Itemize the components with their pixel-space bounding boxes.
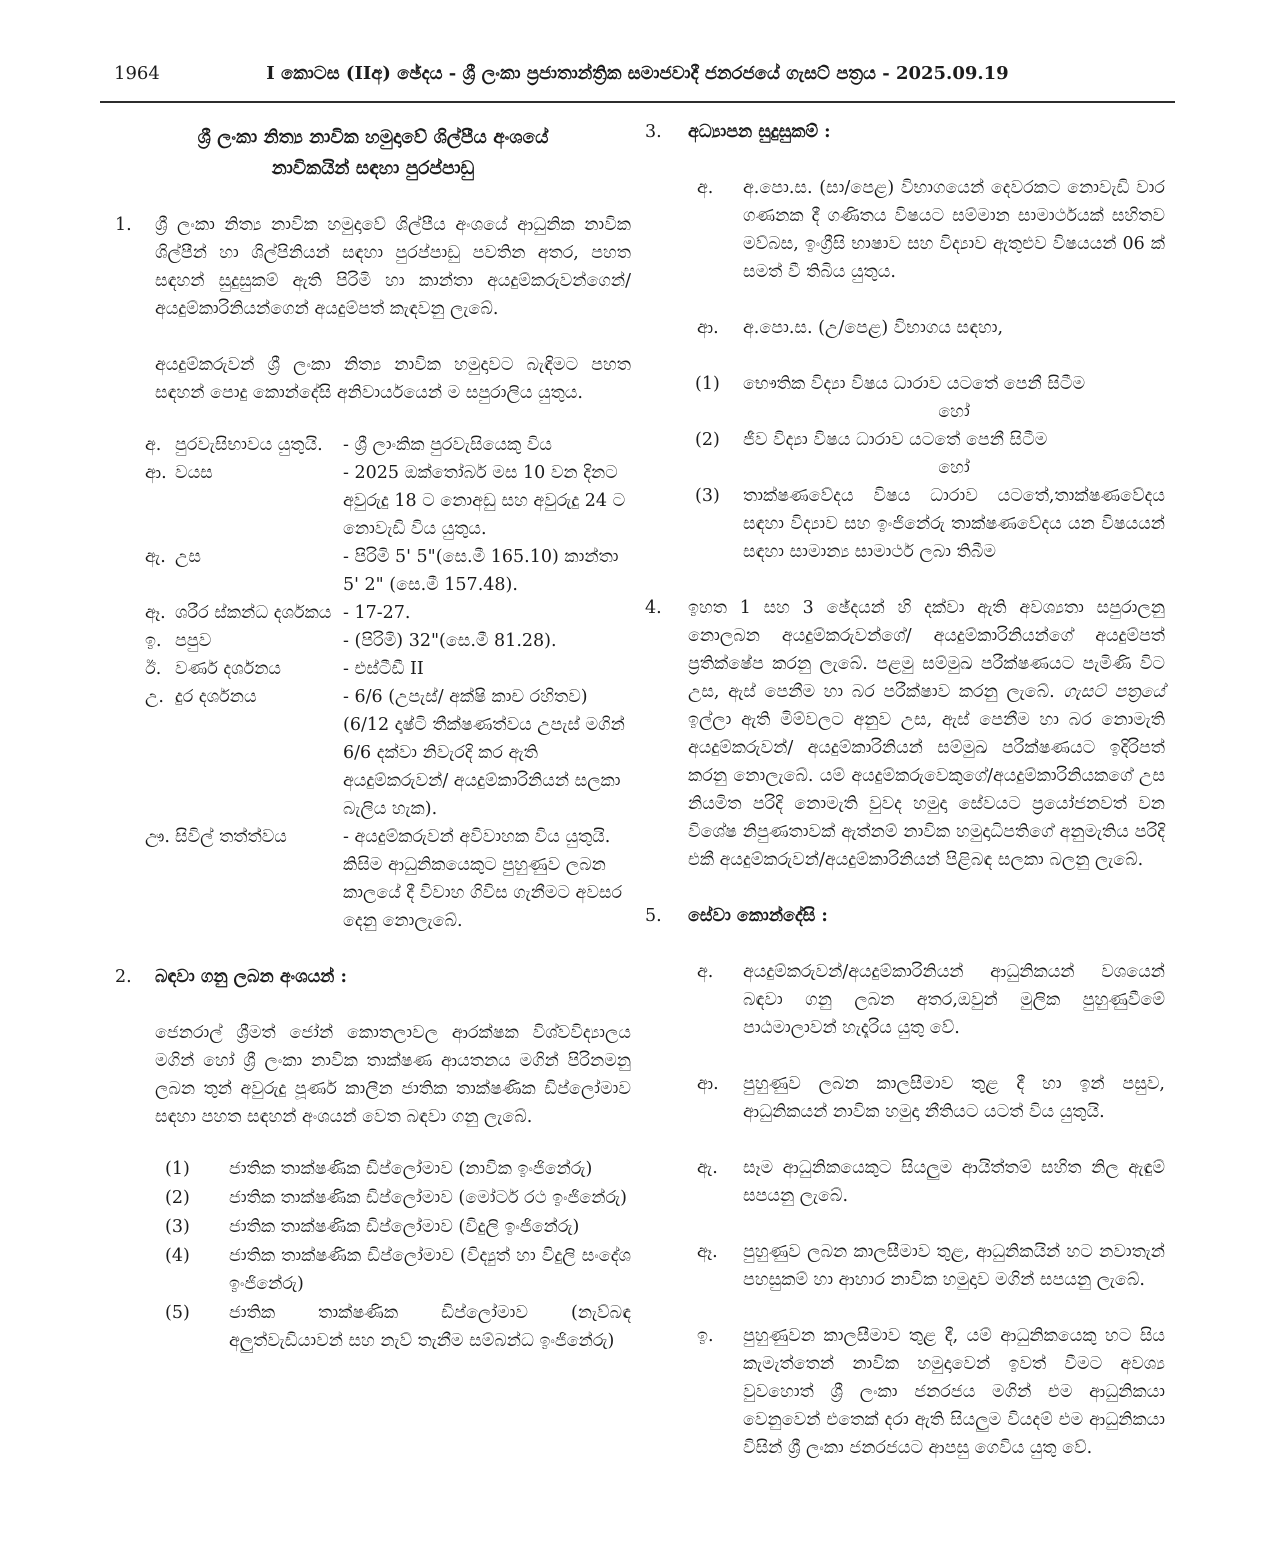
condition-row — [145, 655, 631, 683]
condition-row — [145, 431, 631, 459]
stream-marker: (3) — [695, 486, 720, 506]
item-5-number: 5. — [645, 906, 662, 926]
diploma-text: ජාතික තාක්ෂණික ඩිප්ලෝමාව (මෝටර් රථ ඉංජිනේරු) — [229, 1188, 627, 1208]
item-2-number: 2. — [115, 967, 132, 987]
item-4-text-part2: ඉල්ලා ඇති මිම්වලට අනුව උස, ඇස් පෙනීම හා බර නොමැති අයදුම්කරුවන්/ අයදුම්කාරිනියන් සම්මුඛ පරීක්ෂණයට ඉදිරිපත් කරනු නොලැබේ. යම් අයදුම්කරුවෙකුගේ/අයදුම්කාරිනියකගේ උස නියමිත පරිදි නොමැති වුවද හමුදා සේවයට ප්‍රයෝජනවත් වන විශේෂ නිපුණතාවක් ඇත්නම් නාවික හමුදාධිපතිගේ අනුමැතිය පරිදි එකී අයදුම්කරුවන්/අයදුම්කාරිනියන් පිළිබඳ සලකා බලනු ලැබේ. — [688, 710, 1165, 870]
condition-label: වයස — [175, 463, 213, 483]
condition-row — [145, 459, 631, 543]
diploma-text: ජාතික තාක්ෂණික ඩිප්ලෝමාව (නාවික ඉංජිනේරු) — [229, 1159, 593, 1179]
service-condition-marker: ඈ. — [697, 1242, 718, 1262]
service-condition-marker: අ. — [697, 962, 714, 982]
education-text: අ.පො.ස. (උ/පෙළ) විභාගය සඳහා, — [743, 318, 1004, 338]
condition-value: - එස්ටීඩී II — [343, 659, 424, 679]
stream-item — [695, 426, 1165, 454]
education-marker: ආ. — [697, 318, 719, 338]
diploma-item — [165, 1155, 631, 1183]
item-4-text-part1: ඉහත 1 සහ 3 ඡේදයන් හි දක්වා ඇති අවශ්‍යතා සපුරාලනු නොලබන අයදුම්කරුවන්ගේ/ අයදුම්කාරිනියන්ගේ අයදුම්පත් ප්‍රතික්ෂේප කරනු ලැබේ. පළමු සම්මුඛ පරීක්ෂණයට පැමිණි විට උස, ඇස් පෙනීම හා බර පරීක්ෂාව කරනු ලැබේ. — [688, 598, 1165, 702]
condition-label: වර්ණ දර්ශනය — [175, 659, 282, 679]
condition-row — [145, 599, 631, 627]
or-separator: හෝ — [938, 458, 970, 478]
stream-text: තාක්ෂණවේදය විෂය ධාරාව යටතේ,තාක්ෂණවේදය සඳහා විද්‍යාව සහ ඉංජිනේරු තාක්ෂණවේදය යන විෂයයන් සඳහා සාමාන්‍ය සාමාර්ථ ලබා තිබීම — [743, 486, 1165, 562]
stream-marker: (2) — [695, 430, 720, 450]
service-condition-marker: ඉ. — [697, 1326, 714, 1346]
item-4-number: 4. — [645, 598, 662, 618]
condition-label: උස — [175, 547, 201, 567]
diploma-item — [165, 1213, 631, 1241]
diploma-marker: (2) — [165, 1188, 190, 1208]
condition-value: - (පිරිමි) 32"(සෙ.මී 81.28). — [343, 631, 557, 651]
service-condition-item — [697, 1154, 1165, 1210]
diploma-text: ජාතික තාක්ෂණික ඩිප්ලෝමාව (නැව්බඳ අලුත්වැඩියාවන් සහ නැව් තැනීම සම්බන්ධ ඉංජිනේරු) — [229, 1303, 631, 1351]
item-3-number: 3. — [645, 122, 662, 142]
condition-row — [145, 683, 631, 823]
diploma-text: ජාතික තාක්ෂණික ඩිප්ලෝමාව (විදුලි ඉංජිනේරු) — [229, 1217, 580, 1237]
stream-text: ජීව විද්‍යා විෂය ධාරාව යටතේ පෙනී සිටීම — [743, 430, 1048, 450]
notice-title-line1: ශ්‍රී ලංකා නිත්‍ය නාවික හමුදාවේ ශිල්පීය අංශයේ — [197, 127, 549, 148]
general-conditions-paragraph: අයදුම්කරුවන් ශ්‍රී ලංකා නිත්‍ය නාවික හමුදාවට බැඳිමට පහත සඳහන් පොදු කොන්දේසි අනිවාර්යයෙන් ම සපුරාලිය යුතුය. — [155, 355, 631, 403]
page-number: 1964 — [114, 63, 160, 84]
item-1-text: ශ්‍රී ලංකා නිත්‍ය නාවික හමුදාවේ ශිල්පීය අංශයේ ආධුනික නාවික ශිල්පීන් හා ශිල්පිනියන් සඳහා පුරප්පාඩු පවතින අතර, පහත සඳහන් සුදුසුකම් ඇති පිරිමි හා කාන්තා අයදුම්කරුවන්ගෙන්/ අයදුම්කාරිනියන්ගෙන් අයදුම්පත් කැඳවනු ලැබේ. — [155, 215, 631, 319]
right-column — [645, 118, 1165, 1462]
condition-marker: ඌ. — [145, 827, 170, 847]
service-condition-item — [697, 1322, 1165, 1462]
diploma-marker: (1) — [165, 1159, 190, 1179]
service-condition-text: පුහුණුව ලබන කාලසීමාව තුළ දී හා ඉන් පසුව, ආධුනිකයන් නාවික හමුදා නීතියට යටත් විය යුතුයි. — [743, 1074, 1165, 1122]
item-4-text — [688, 594, 1165, 874]
stream-text: භෞතික විද්‍යා විෂය ධාරාව යටතේ පෙනී සිටීම — [743, 374, 1086, 394]
condition-label: දුර දර්ශනය — [175, 687, 257, 707]
education-marker: අ. — [697, 178, 714, 198]
condition-row — [145, 823, 631, 935]
service-condition-text: පුහුණුව ලබන කාලසීමාව තුළ, ආධුනිකයින් හට නවාතැන් පහසුකම් හා ආහාර නාවික හමුදාව මගින් සපයනු ලැබේ. — [743, 1242, 1165, 1290]
stream-item — [695, 482, 1165, 566]
diploma-marker: (4) — [165, 1246, 190, 1266]
item-5-title: සේවා කොන්දේසි : — [688, 906, 828, 926]
left-column — [115, 118, 631, 1462]
item-2-title: බඳවා ගනු ලබන අංශයන් : — [155, 967, 347, 987]
condition-row — [145, 627, 631, 655]
item-4 — [645, 594, 1165, 874]
condition-value: - 2025 ඔක්තෝබර් මස 10 වන දිනට අවුරුදු 18 ට නොඅඩු සහ අවුරුදු 24 ට නොවැඩි විය යුතුය. — [343, 463, 626, 539]
diploma-marker: (5) — [165, 1303, 190, 1323]
diploma-item — [165, 1184, 631, 1212]
condition-marker: ආ. — [145, 463, 167, 483]
condition-marker: ඈ. — [145, 603, 166, 623]
condition-value: - 6/6 (උපැස්/ අක්ෂි කාච රහිතව) (6/12 දෘෂ්ටි තීක්ෂණත්වය උපැස් මගින් 6/6 දක්වා නිවැරදි කර ඇති අයදුම්කරුවන්/ අයදුම්කාරිනියන් සලකා බැලිය හැක). — [343, 687, 625, 819]
condition-label: පුරවැසිභාවය යුතුයි. — [175, 435, 323, 455]
recruitment-branches-paragraph: ජෙනරාල් ශ්‍රීමත් ජෝන් කොතලාවල ආරක්ෂක විශ්වවිද්‍යාලය මගින් හෝ ශ්‍රී ලංකා නාවික තාක්ෂණ ආයතනය මගින් පිරිනමනු ලබන තුන් අවුරුදු පූර්ණ කාලීන ජාතික තාක්ෂණික ඩිප්ලෝමාව සඳහා පහත සඳහන් අංශයන් වෙත බඳවා ගනු ලැබේ. — [155, 1023, 631, 1127]
diploma-marker: (3) — [165, 1217, 190, 1237]
condition-label: සිවිල් තත්ත්වය — [175, 827, 287, 847]
item-1 — [115, 211, 631, 323]
service-conditions-list — [645, 958, 1165, 1462]
condition-label: ශරීර ස්කන්ධ දර්ශකය — [175, 603, 332, 623]
item-3-title: අධ්‍යාපන සුදුසුකම් : — [688, 122, 831, 142]
condition-value: - ශ්‍රී ලාංකික පුරවැසියෙකු විය — [343, 435, 552, 455]
conditions-list — [115, 431, 631, 935]
condition-value: - 17-27. — [343, 603, 411, 623]
service-condition-text: සෑම ආධුනිකයෙකුට සියලුම ආයිත්තම් සහිත නිල ඇඳුම් සපයනු ලැබේ. — [743, 1158, 1165, 1206]
condition-value: - අයදුම්කරුවන් අවිවාහක විය යුතුයි. කිසිම ආධුනිකයෙකුට පුහුණුව ලබන කාලයේ දී විවාහ ගිවිස ගැනීමට අවසර දෙනු නොලැබේ. — [343, 827, 623, 931]
service-condition-text: අයදුම්කරුවන්/අයදුම්කාරිනියන් ආධුනිකයන් වශයෙන් බඳවා ගනු ලබන අතර,ඔවුන් මුලික පුහුණුවීමේ පාඨමාලාවන් හැදෑරිය යුතු වේ. — [743, 962, 1165, 1038]
service-condition-text: පුහුණුවන කාලසීමාව තුළ දී, යම් ආධුනිකයෙකු හට සිය කැමැත්තෙන් නාවික හමුදාවෙන් ඉවත් වීමට අවශ්‍ය වුවහොත් ශ්‍රී ලංකා ජනරජය මගින් එම ආධුනිකයා වෙනුවෙන් එතෙක් දරා ඇති සියලුම වියදම් එම ආධුනිකයා විසින් ශ්‍රී ලංකා ජනරජයට ආපසු ගෙවිය යුතු වේ. — [743, 1326, 1165, 1458]
service-condition-item — [697, 958, 1165, 1042]
diploma-item — [165, 1299, 631, 1355]
item-3 — [645, 118, 1165, 146]
education-text: අ.පො.ස. (සා/පෙළ) විභාගයෙන් දෙවරකට නොවැඩි වාර ගණනක දී ගණිතය විෂයට සම්මාන සාමාර්ථයක් සහිතව මව්බස, ඉංග්‍රීසි භාෂාව සහ විද්‍යාව ඇතුළුව විෂයයන් 06 ක් සමත් වී තිබිය යුතුය. — [743, 178, 1165, 282]
header-rule — [100, 101, 1175, 103]
condition-marker: ඇ. — [145, 547, 166, 567]
service-condition-marker: ඇ. — [697, 1158, 718, 1178]
diploma-list — [115, 1155, 631, 1355]
condition-row — [145, 543, 631, 599]
item-1-number: 1. — [115, 215, 132, 235]
gazette-header-title: I කොටස (IIඅ) ඡේදය - ශ්‍රී ලංකා ප්‍රජාතාන්ත්‍රික සමාජවාදී ජනරජයේ ගැසට් පත්‍රය - 2025.09.19 — [266, 63, 1009, 84]
page-header — [100, 60, 1175, 94]
item-4-text-italic: ගැසට් පත්‍රයේ — [1063, 682, 1165, 702]
education-item — [697, 174, 1165, 286]
service-condition-item — [697, 1070, 1165, 1126]
item-5 — [645, 902, 1165, 930]
notice-title-line2: නාවිකයින් සඳහා පුරප්පාඩු — [271, 158, 475, 179]
condition-marker: උ. — [145, 687, 164, 707]
diploma-item — [165, 1242, 631, 1298]
notice-title — [115, 122, 631, 184]
diploma-text: ජාතික තාක්ෂණික ඩිප්ලෝමාව (විද්‍යුත් හා විදුලි සංදේශ ඉංජිනේරු) — [229, 1246, 631, 1294]
or-separator: හෝ — [938, 402, 970, 422]
condition-value: - පිරිමි 5' 5"(සෙ.මී 165.10) කාන්තා 5' 2" (සෙ.මී 157.48). — [343, 547, 619, 595]
condition-marker: අ. — [145, 435, 162, 455]
item-2 — [115, 963, 631, 991]
service-condition-item — [697, 1238, 1165, 1294]
condition-label: පපුව — [175, 631, 212, 651]
condition-marker: ඊ. — [145, 659, 162, 679]
education-item — [697, 314, 1165, 342]
content-columns — [115, 118, 1165, 1462]
stream-item — [695, 370, 1165, 398]
condition-marker: ඉ. — [145, 631, 162, 651]
al-streams-list — [645, 370, 1165, 566]
stream-marker: (1) — [695, 374, 720, 394]
service-condition-marker: ආ. — [697, 1074, 719, 1094]
